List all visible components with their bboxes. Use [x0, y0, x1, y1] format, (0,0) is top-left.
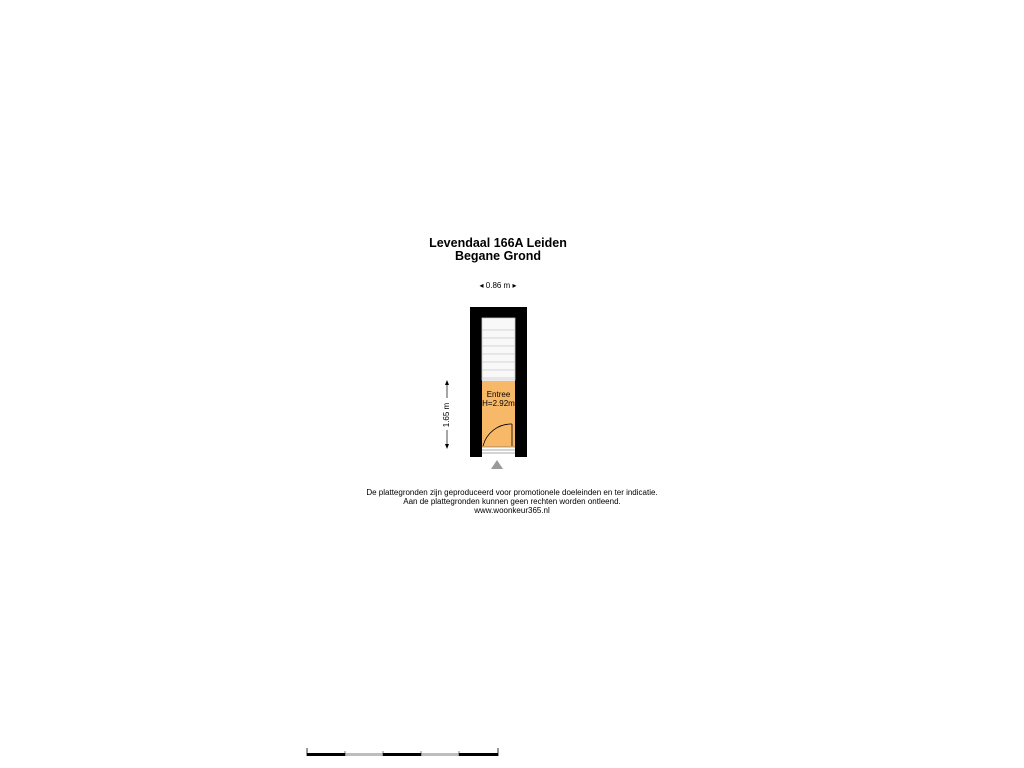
scale-segment [421, 753, 459, 756]
floor-title: Begane Grond [454, 249, 542, 263]
disclaimer-website: www.woonkeur365.nl [474, 506, 550, 515]
disclaimer-line-1: De plattegronden zijn geproduceerd voor promotionele doeleinden en ter indicatie. [366, 488, 658, 497]
width-dimension-label: 0.86 m [485, 281, 511, 290]
height-dimension [441, 380, 453, 450]
address-title: Levendaal 166A Leiden [429, 236, 567, 250]
scale-segment [459, 753, 498, 756]
room-name: Entree [486, 390, 511, 399]
scale-segment [345, 753, 383, 756]
dimension-arrow-right-icon: ▸ [512, 281, 517, 290]
triangle-up-icon [491, 460, 503, 469]
staircase [482, 318, 515, 380]
scale-bar [306, 746, 500, 760]
height-dimension-label: 1.65 m [442, 402, 451, 428]
room-height: H=2.92m [482, 399, 515, 408]
scale-segment [383, 753, 421, 756]
dimension-arrow-left-icon: ◂ [479, 281, 484, 290]
disclaimer-line-2: Aan de plattegronden kunnen geen rechten worden ontleend. [403, 497, 621, 506]
scale-segment [307, 753, 345, 756]
